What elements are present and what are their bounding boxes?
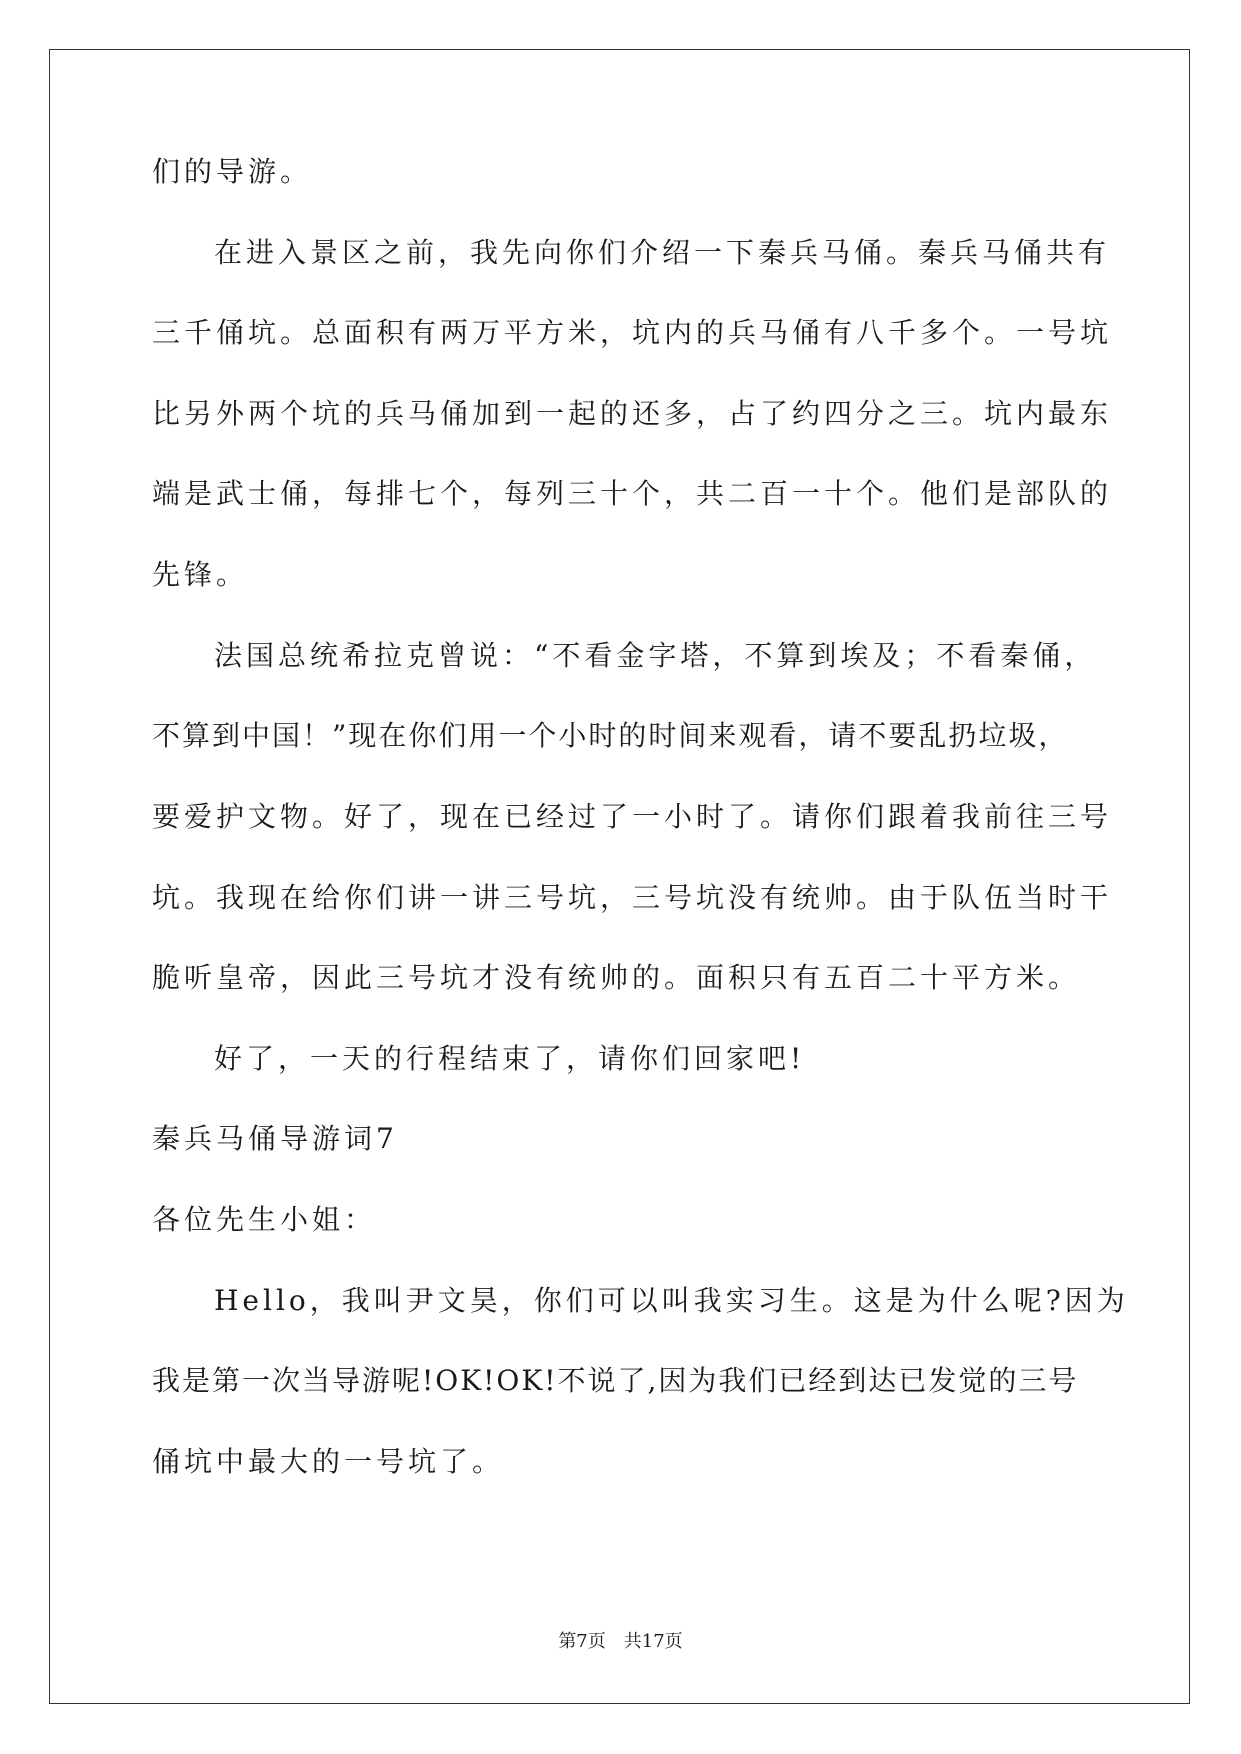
text-line: 端是武士俑，每排七个，每列三十个，共二百一十个。他们是部队的 — [152, 477, 1113, 510]
text-line: 我是第一次当导游呢!OK!OK!不说了,因为我们已经到达已发觉的三号 — [152, 1364, 1079, 1397]
text-line: 法国总统希拉克曾说：“不看金字塔，不算到埃及；不看秦俑， — [214, 639, 1097, 672]
salutation: 各位先生小姐： — [152, 1203, 377, 1236]
text-line: 要爱护文物。好了，现在已经过了一小时了。请你们跟着我前往三号 — [152, 800, 1113, 833]
text-line: 比另外两个坑的兵马俑加到一起的还多，占了约四分之三。坑内最东 — [152, 397, 1113, 430]
text-line: 俑坑中最大的一号坑了。 — [152, 1445, 505, 1478]
section-heading: 秦兵马俑导游词7 — [152, 1122, 398, 1155]
text-line: 们的导游。 — [152, 155, 313, 188]
text-line: Hello，我叫尹文昊，你们可以叫我实习生。这是为什么呢?因为 — [214, 1284, 1129, 1317]
text-line: 先锋。 — [152, 558, 249, 591]
page-number: 第7页 共17页 — [558, 1631, 683, 1652]
text-line: 三千俑坑。总面积有两万平方米，坑内的兵马俑有八千多个。一号坑 — [152, 316, 1113, 349]
text-line: 不算到中国！”现在你们用一个小时的时间来观看，请不要乱扔垃圾， — [152, 719, 1069, 752]
text-line: 好了，一天的行程结束了，请你们回家吧! — [214, 1042, 806, 1075]
text-line: 脆听皇帝，因此三号坑才没有统帅的。面积只有五百二十平方米。 — [152, 961, 1081, 994]
text-line: 坑。我现在给你们讲一讲三号坑，三号坑没有统帅。由于队伍当时干 — [152, 881, 1113, 914]
text-line: 在进入景区之前，我先向你们介绍一下秦兵马俑。秦兵马俑共有 — [214, 236, 1111, 269]
